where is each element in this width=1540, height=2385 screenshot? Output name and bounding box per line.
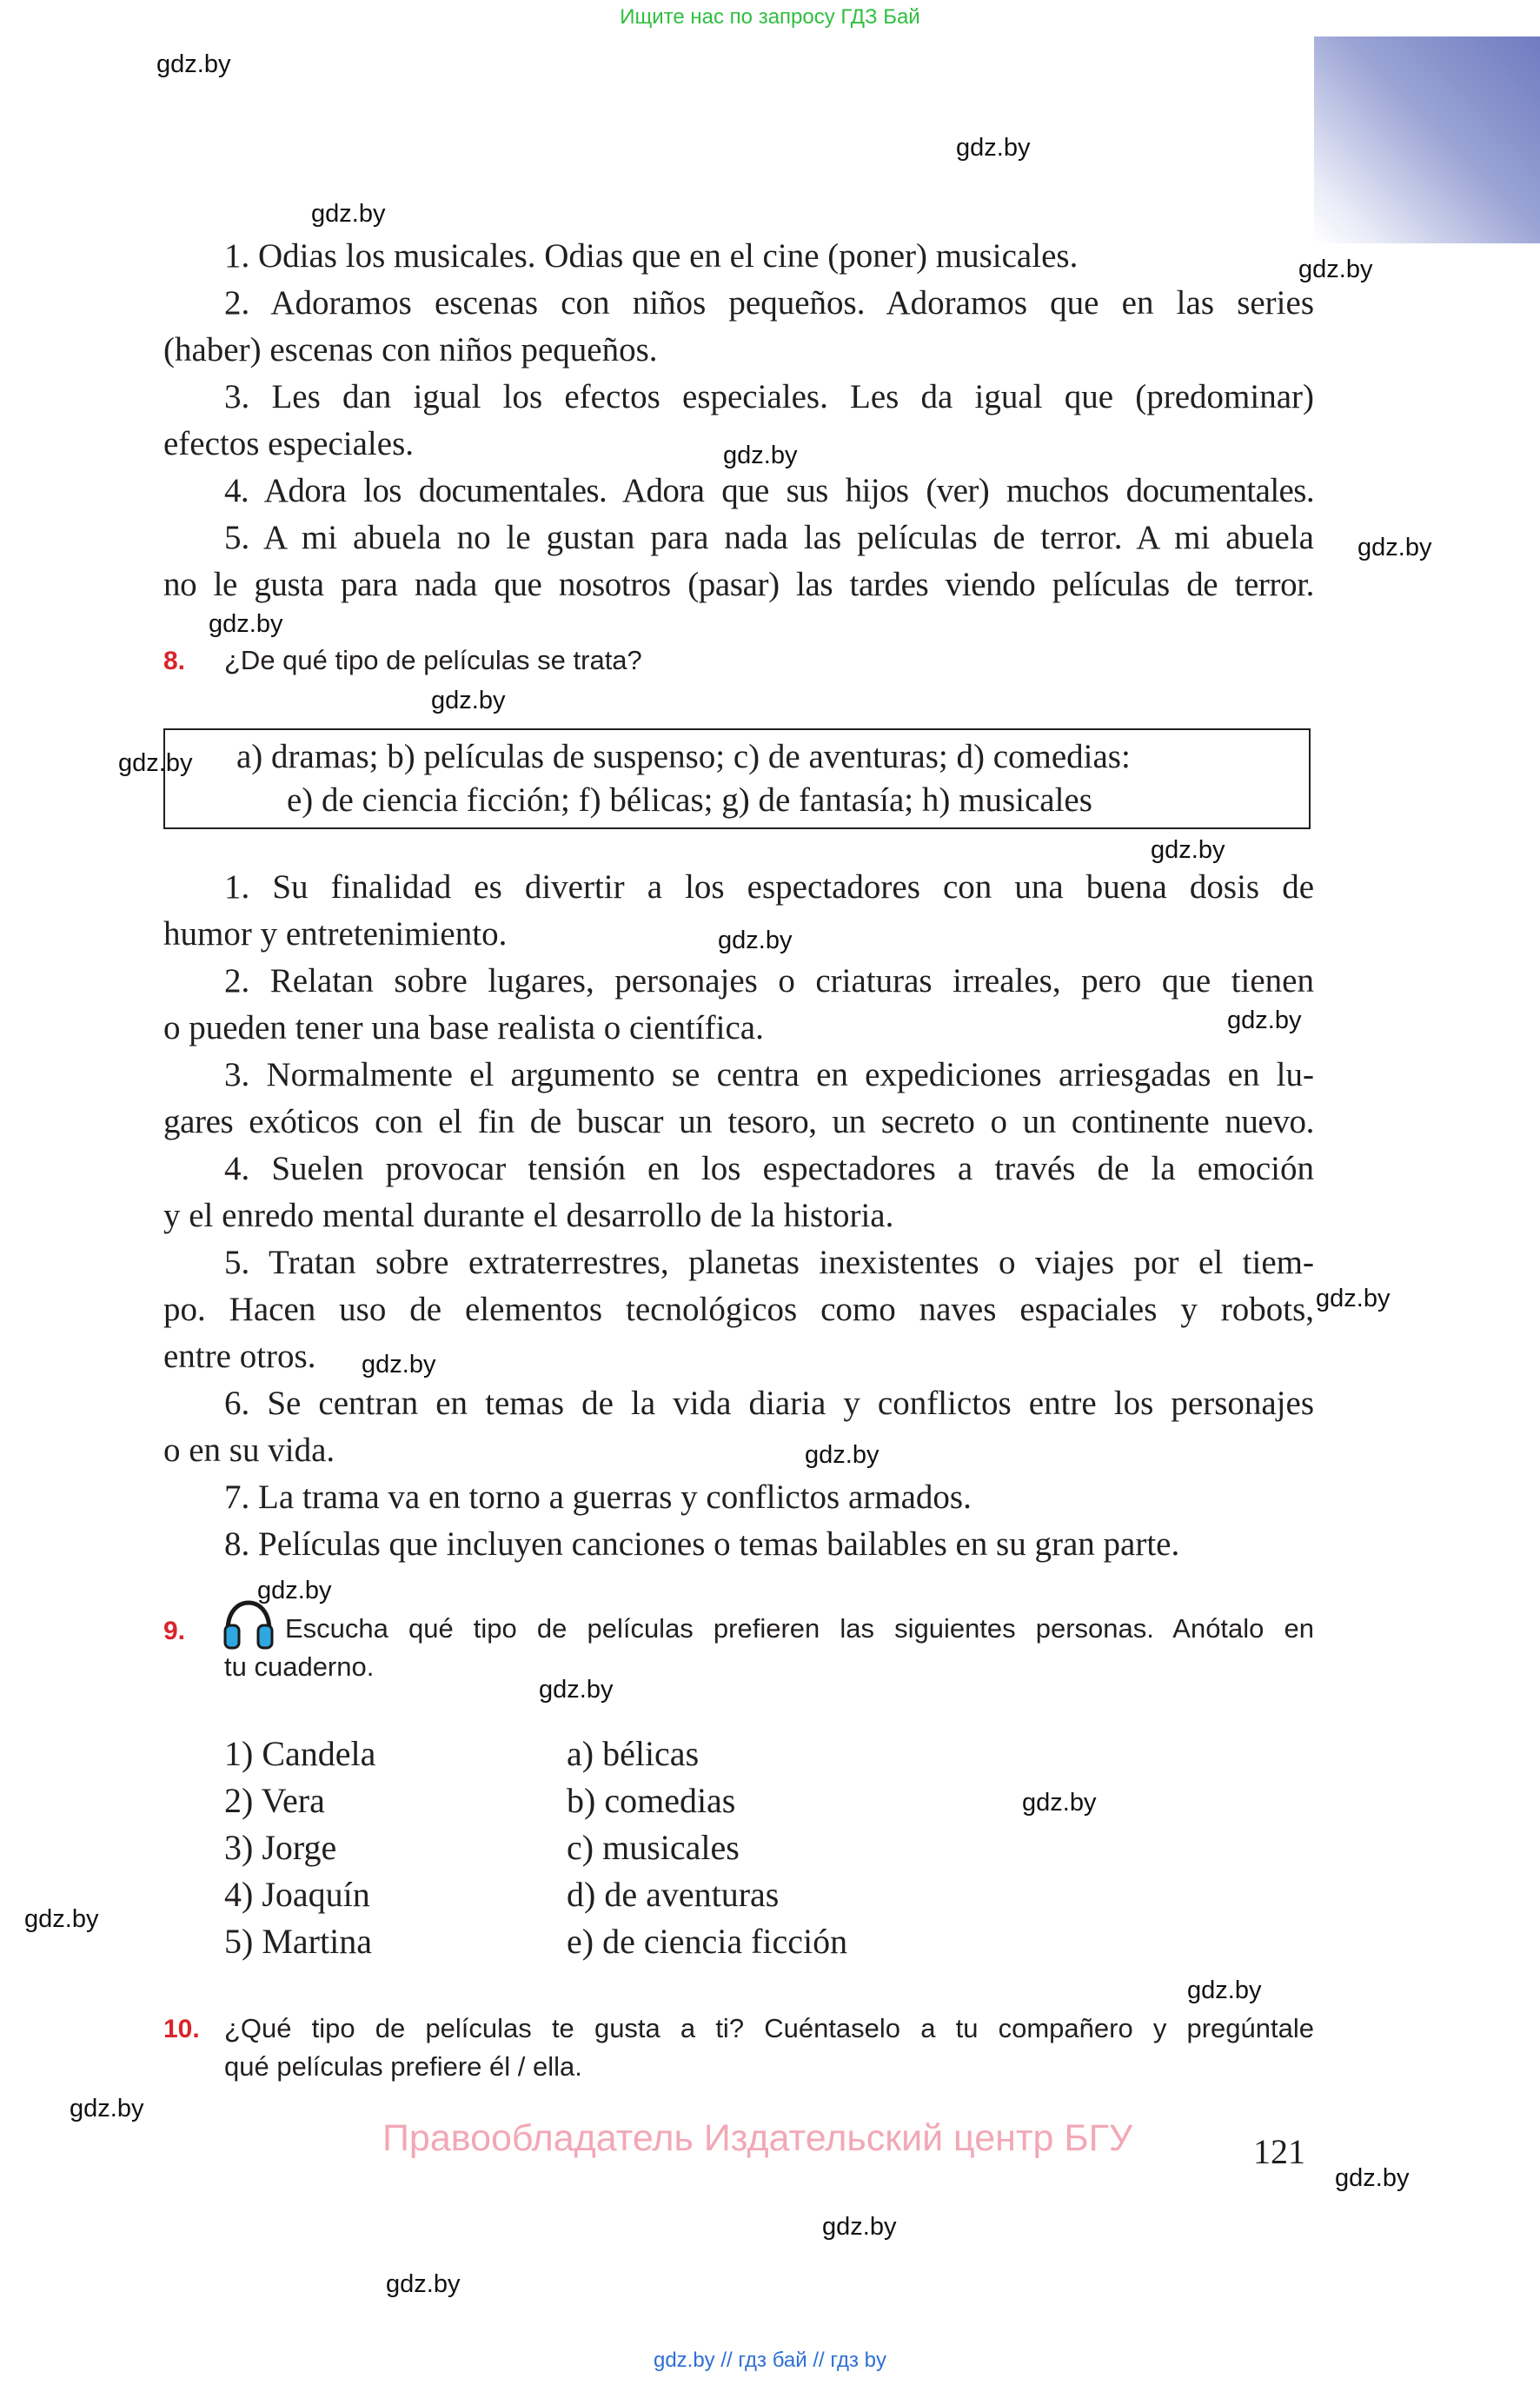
task-10-instruction-line-1: ¿Qué tipo de películas te gusta a ti? Cuéntaselo a tu compañero y pregúntale bbox=[224, 2013, 1314, 2043]
genre-item: d) de aventuras bbox=[567, 1875, 780, 1914]
task-8-item-1-line-2: humor y entretenimiento. bbox=[163, 915, 508, 953]
watermark: gdz.by bbox=[311, 200, 386, 228]
watermark: gdz.by bbox=[956, 134, 1031, 162]
watermark: gdz.by bbox=[718, 927, 793, 954]
genre-options-box bbox=[163, 728, 1311, 829]
task-9-number: 9. bbox=[163, 1617, 186, 1645]
task-8-instruction: ¿De qué tipo de películas se trata? bbox=[224, 645, 642, 675]
genre-item: e) de ciencia ficción bbox=[567, 1922, 848, 1961]
watermark: gdz.by bbox=[1335, 2164, 1410, 2192]
task-8-item-1-line-1: 1. Su finalidad es divertir a los espectadores con una buena dosis de bbox=[224, 868, 1314, 906]
watermark: gdz.by bbox=[209, 610, 283, 638]
options-line-1: a) dramas; b) películas de suspenso; c) de aventuras; d) comedias: bbox=[236, 738, 1131, 775]
task-8-item-3-line-2: gares exóticos con el fin de buscar un tesoro, un secreto o un continente nuevo. bbox=[163, 1103, 1314, 1140]
top-banner: Ищите нас по запросу ГДЗ Бай bbox=[620, 5, 920, 29]
task-9-instruction-line-1: Escucha qué tipo de películas prefieren las siguientes personas. Anótalo en bbox=[285, 1613, 1314, 1644]
watermark: gdz.by bbox=[156, 50, 231, 78]
task-8-item-4-line-2: y el enredo mental durante el desarrollo de la historia. bbox=[163, 1197, 894, 1234]
genre-item: c) musicales bbox=[567, 1828, 740, 1867]
options-line-2: e) de ciencia ficción; f) bélicas; g) de fantasía; h) musicales bbox=[287, 781, 1092, 819]
task-8-item-5-line-2: po. Hacen uso de elementos tecnológicos como naves espaciales y robots, bbox=[163, 1291, 1314, 1328]
watermark: gdz.by bbox=[1151, 836, 1225, 864]
watermark: gdz.by bbox=[1357, 534, 1432, 561]
sentence-4: 4. Adora los documentales. Adora que sus hijos (ver) muchos documentales. bbox=[224, 472, 1314, 509]
watermark: gdz.by bbox=[1187, 1976, 1262, 2004]
task-10-instruction-line-2: qué películas prefiere él / ella. bbox=[224, 2051, 582, 2082]
task-9-instruction-line-2: tu cuaderno. bbox=[224, 1651, 375, 1682]
task-8-item-3-line-1: 3. Normalmente el argumento se centra en expediciones arriesgadas en lu- bbox=[224, 1056, 1314, 1093]
watermark: gdz.by bbox=[362, 1351, 436, 1379]
task-8-item-5-line-1: 5. Tratan sobre extraterrestres, planetas inexistentes o viajes por el tiem- bbox=[224, 1244, 1314, 1281]
headphones-icon bbox=[221, 1599, 276, 1650]
watermark: gdz.by bbox=[1316, 1285, 1391, 1312]
watermark: gdz.by bbox=[24, 1905, 99, 1933]
task-8-item-5-line-3: entre otros. bbox=[163, 1338, 316, 1375]
sentence-3-line-2: efectos especiales. bbox=[163, 425, 415, 462]
person-item: 1) Candela bbox=[224, 1734, 376, 1773]
bottom-links[interactable]: gdz.by // гдз бай // гдз by bbox=[653, 2348, 887, 2372]
task-8-item-6-line-1: 6. Se centran en temas de la vida diaria y conflictos entre los personajes bbox=[224, 1385, 1314, 1422]
watermark: gdz.by bbox=[723, 442, 798, 469]
watermark: gdz.by bbox=[539, 1676, 614, 1704]
sentence-1: 1. Odias los musicales. Odias que en el cine (poner) musicales. bbox=[224, 237, 1079, 275]
watermark: gdz.by bbox=[257, 1577, 332, 1604]
task-8-number: 8. bbox=[163, 647, 186, 675]
sentence-2-line-2: (haber) escenas con niños pequeños. bbox=[163, 331, 658, 369]
watermark: gdz.by bbox=[1227, 1006, 1302, 1034]
person-item: 3) Jorge bbox=[224, 1828, 337, 1867]
task-10-number: 10. bbox=[163, 2015, 200, 2043]
person-item: 5) Martina bbox=[224, 1922, 372, 1961]
watermark: gdz.by bbox=[386, 2270, 461, 2298]
task-8-item-7: 7. La trama va en torno a guerras y conflictos armados. bbox=[224, 1478, 972, 1516]
corner-decoration bbox=[1314, 37, 1540, 243]
watermark: gdz.by bbox=[118, 749, 193, 777]
watermark: gdz.by bbox=[805, 1441, 880, 1469]
watermark: gdz.by bbox=[822, 2213, 897, 2241]
watermark: gdz.by bbox=[1298, 256, 1373, 283]
watermark: gdz.by bbox=[70, 2095, 144, 2123]
page-number: 121 bbox=[1253, 2132, 1305, 2171]
person-item: 4) Joaquín bbox=[224, 1875, 370, 1914]
task-8-item-2-line-1: 2. Relatan sobre lugares, personajes o criaturas irreales, pero que tienen bbox=[224, 962, 1314, 1000]
task-8-item-8: 8. Películas que incluyen canciones o temas bailables en su gran parte. bbox=[224, 1525, 1180, 1563]
task-8-item-4-line-1: 4. Suelen provocar tensión en los espectadores a través de la emoción bbox=[224, 1150, 1314, 1187]
task-8-item-6-line-2: o en su vida. bbox=[163, 1432, 335, 1469]
genre-item: a) bélicas bbox=[567, 1734, 700, 1773]
sentence-2-line-1: 2. Adoramos escenas con niños pequeños. Adoramos que en las series bbox=[224, 284, 1314, 322]
copyright-notice: Правообладатель Издательский центр БГУ bbox=[382, 2117, 1133, 2159]
person-item: 2) Vera bbox=[224, 1781, 325, 1820]
task-8-item-2-line-2: o pueden tener una base realista o científica. bbox=[163, 1009, 764, 1046]
watermark: gdz.by bbox=[1022, 1789, 1097, 1817]
sentence-5-line-1: 5. A mi abuela no le gustan para nada las películas de terror. A mi abuela bbox=[224, 519, 1314, 556]
genre-item: b) comedias bbox=[567, 1781, 736, 1820]
sentence-5-line-2: no le gusta para nada que nosotros (pasar) las tardes viendo películas de terror. bbox=[163, 566, 1314, 603]
watermark: gdz.by bbox=[431, 687, 506, 714]
sentence-3-line-1: 3. Les dan igual los efectos especiales. Les da igual que (predominar) bbox=[224, 378, 1314, 415]
